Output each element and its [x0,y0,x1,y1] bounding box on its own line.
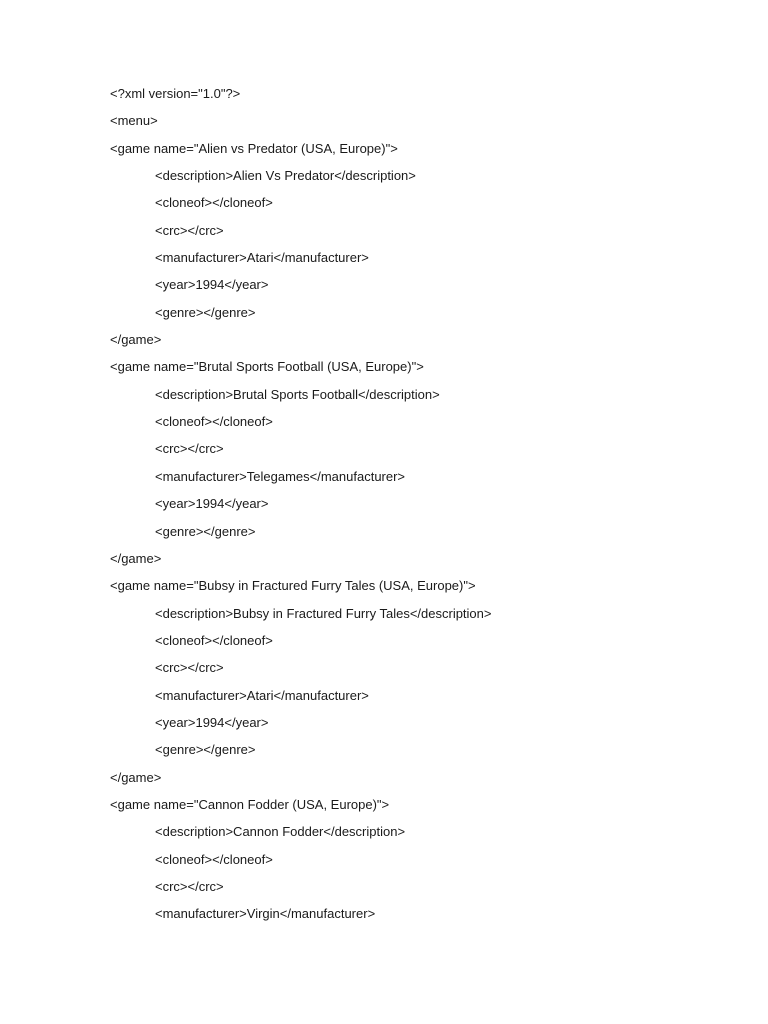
xml-line: <manufacturer>Virgin</manufacturer> [155,906,376,922]
xml-line: <?xml version="1.0"?> [110,86,241,101]
xml-line: </game> [110,550,162,566]
xml-line: <manufacturer>Telegames</manufacturer> [155,468,406,484]
xml-line: <cloneof></cloneof> [155,851,273,867]
xml-line: <year>1994</year> [155,714,269,730]
xml-line: <manufacturer>Atari</manufacturer> [155,687,369,703]
xml-line: </game> [110,332,162,348]
xml-line: <description>Cannon Fodder</description> [155,824,406,840]
xml-line: <year>1994</year> [155,277,269,293]
xml-line: </game> [110,769,162,785]
xml-line: <game name="Brutal Sports Football (USA, Europe)"> [110,359,424,375]
xml-line: <crc></crc> [155,222,224,238]
xml-line: <crc></crc> [155,441,224,457]
xml-line: <cloneof></cloneof> [155,195,273,211]
xml-line: <manufacturer>Atari</manufacturer> [155,250,369,266]
xml-line: <game name="Cannon Fodder (USA, Europe)"> [110,796,390,812]
xml-line: <description>Brutal Sports Football</description> [155,386,440,402]
xml-line: <crc></crc> [155,878,224,894]
xml-line: <genre></genre> [155,304,256,320]
xml-line: <crc></crc> [155,660,224,676]
xml-line: <description>Bubsy in Fractured Furry Tales</description> [155,605,492,621]
xml-line: <cloneof></cloneof> [155,632,273,648]
xml-line: <description>Alien Vs Predator</description> [155,168,416,184]
xml-line: <cloneof></cloneof> [155,414,273,430]
xml-line: <year>1994</year> [155,496,269,512]
xml-text-body [110,84,730,932]
xml-line: <game name="Alien vs Predator (USA, Europe)"> [110,140,398,156]
xml-line: <genre></genre> [155,523,256,539]
xml-line: <menu> [110,113,158,129]
xml-line: <game name="Bubsy in Fractured Furry Tales (USA, Europe)"> [110,578,476,594]
xml-line: <genre></genre> [155,742,256,758]
